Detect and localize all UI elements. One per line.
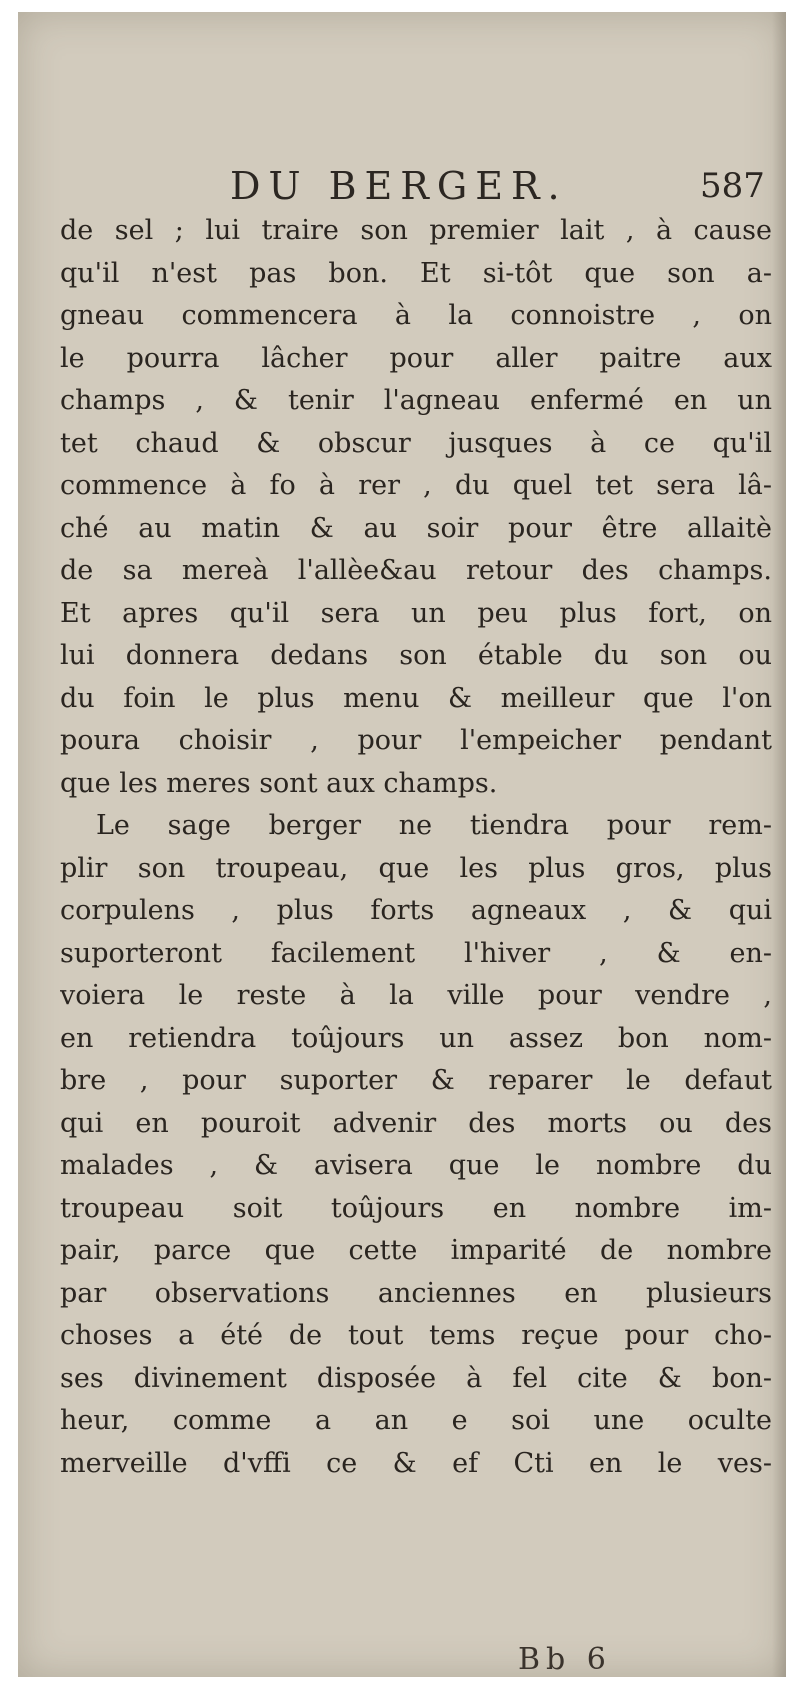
text-line: que les meres sont aux champs. — [60, 767, 498, 799]
signature-mark: Bb 6 — [518, 1642, 612, 1677]
text-line: voiera le reste à la ville pour vendre , — [60, 980, 772, 1011]
text-line: le pourra lâcher pour aller paitre aux — [60, 342, 772, 374]
text-line: plir son troupeau, que les plus gros, plus — [60, 852, 772, 884]
running-head: DU BERGER. — [230, 164, 568, 208]
text-line: poura choisir , pour l'empeicher pendant — [60, 725, 772, 756]
text-line: ché au matin & au soir pour être allaitè — [60, 512, 772, 544]
text-line: heur, comme a an e soi une oculte — [60, 1405, 772, 1436]
text-line: de sa mereà l'allèe&au retour des champs. — [60, 555, 772, 586]
text-line: ses divinement disposée à fel cite & bon- — [60, 1362, 772, 1394]
text-line: de sel ; lui traire son premier lait , à cause — [60, 215, 772, 246]
text-line: du foin le plus menu & meilleur que l'on — [60, 682, 772, 714]
text-line: suporteront facilement l'hiver , & en- — [60, 937, 772, 969]
text-line: Et apres qu'il sera un peu plus fort, on — [60, 597, 772, 629]
text-line: en retiendra toûjours un assez bon nom- — [60, 1022, 772, 1054]
text-line: corpulens , plus forts agneaux , & qui — [60, 895, 772, 926]
text-line: Le sage berger ne tiendra pour rem- — [96, 810, 772, 841]
text-line: malades , & avisera que le nombre du — [60, 1150, 772, 1181]
text-line: lui donnera dedans son étable du son ou — [60, 640, 772, 671]
text-line: qui en pouroit advenir des morts ou des — [60, 1107, 772, 1139]
text-line: choses a été de tout tems reçue pour cho- — [60, 1320, 772, 1351]
text-line: merveille d'vffi ce & ef Cti en le ves- — [60, 1447, 772, 1479]
text-line: troupeau soit toûjours en nombre im- — [60, 1192, 772, 1224]
text-line: pair, parce que cette imparité de nombre — [60, 1235, 772, 1266]
text-line: par observations anciennes en plusieurs — [60, 1277, 772, 1309]
text-line: tet chaud & obscur jusques à ce qu'il — [60, 427, 772, 459]
text-line: bre , pour suporter & reparer le defaut — [60, 1065, 772, 1096]
page-number: 587 — [700, 166, 765, 206]
text-line: qu'il n'est pas bon. Et si-tôt que son a- — [60, 257, 772, 289]
text-line: gneau commencera à la connoistre , on — [60, 300, 772, 331]
text-line: commence à fo à rer , du quel tet sera lâ- — [60, 470, 772, 501]
page-header — [18, 162, 786, 212]
body-text — [60, 210, 772, 1485]
page-edge-shadow — [772, 12, 786, 1677]
book-page — [18, 12, 786, 1677]
text-line: champs , & tenir l'agneau enfermé en un — [60, 385, 772, 416]
